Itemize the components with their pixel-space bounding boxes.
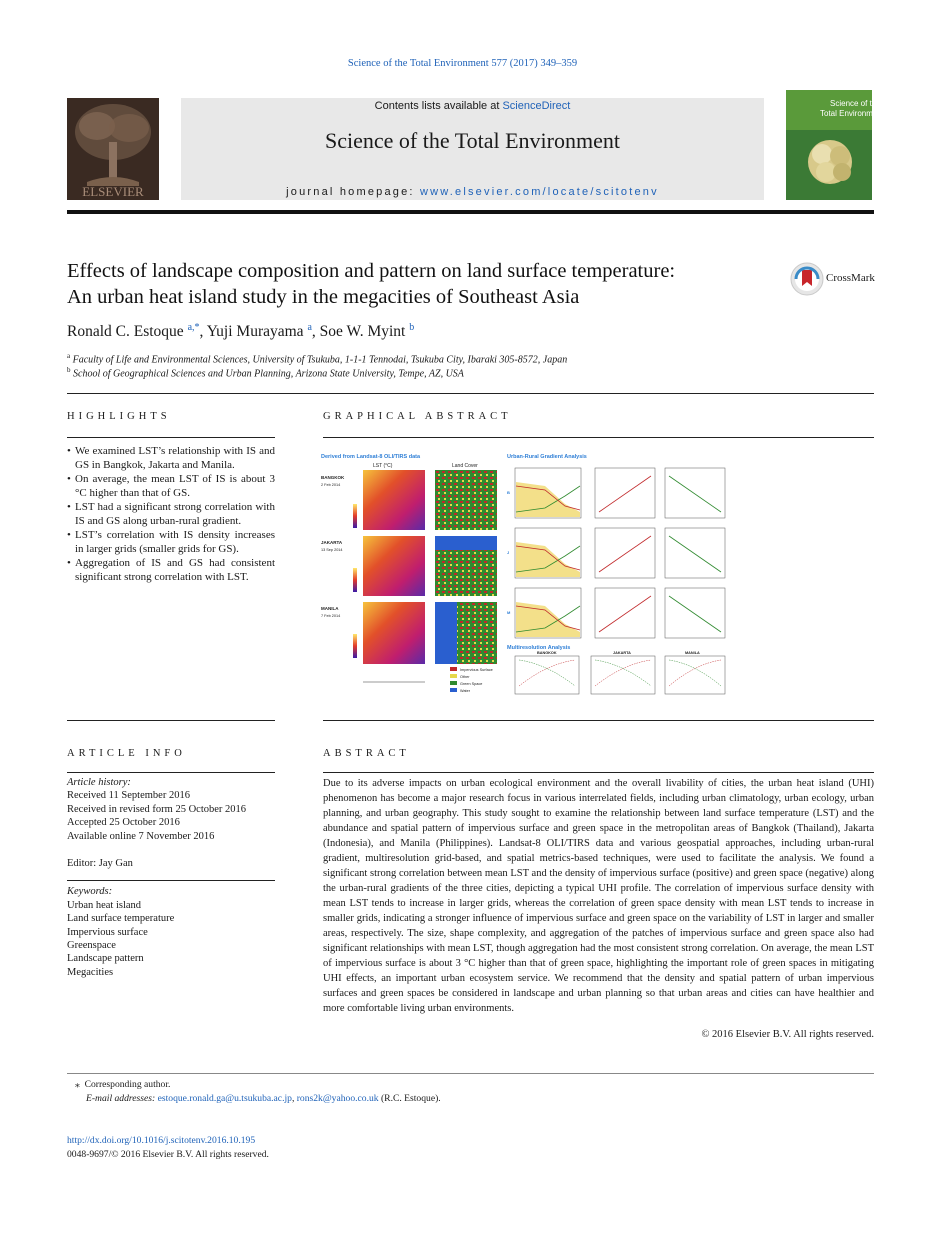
ga-right-title: Urban-Rural Gradient Analysis xyxy=(507,454,587,460)
issn-line: 0048-9697/© 2016 Elsevier B.V. All rights reserved. xyxy=(67,1149,269,1160)
footnote xyxy=(67,1078,874,1106)
ga-col-lst: LST (°C) xyxy=(373,463,393,469)
elsevier-logo-text: ELSEVIER xyxy=(82,184,144,199)
abstract-heading: ABSTRACT xyxy=(323,748,410,759)
keyword: Urban heat island xyxy=(67,899,142,911)
affiliation-a xyxy=(67,352,567,365)
ga-multires-city: JAKARTA xyxy=(613,651,631,655)
graphical-abstract-rule xyxy=(323,437,874,438)
graphical-abstract-figure xyxy=(315,446,730,702)
journal-homepage-link[interactable]: www.elsevier.com/locate/scitotenv xyxy=(419,186,659,198)
highlights-rule xyxy=(67,437,275,438)
affiliation-marker: a xyxy=(67,352,71,360)
highlights-heading: HIGHLIGHTS xyxy=(67,411,171,422)
journal-title: Science of the Total Environment xyxy=(325,128,620,153)
affiliation-text: Faculty of Life and Environmental Sciences, University of Tsukuba, 1-1-1 Tennodai, Tsukuba City, Ibaraki 305-8572, Japan xyxy=(72,354,568,366)
highlight-item: • LST’s correlation with IS density increases in larger grids (smaller grids for GS). xyxy=(67,528,275,556)
corresponding-text: Corresponding author. xyxy=(84,1079,171,1090)
history-entry: Accepted 25 October 2016 xyxy=(67,817,180,829)
highlight-item: • LST had a significant strong correlation with IS and GS along urban-rural gradient. xyxy=(67,500,275,528)
affiliation-b xyxy=(67,366,464,379)
crossmark-button[interactable] xyxy=(790,262,880,296)
highlight-item: • We examined LST’s relationship with IS and GS in Bangkok, Jakarta and Manila. xyxy=(67,444,275,472)
legend-label: Impervious Surface xyxy=(460,668,493,672)
journal-cover-thumbnail xyxy=(786,90,885,200)
legend-label: Green Space xyxy=(460,682,483,686)
ga-col-landcover: Land Cover xyxy=(452,463,478,469)
corresponding-author-note xyxy=(67,1078,874,1092)
keywords-label: Keywords: xyxy=(67,886,113,898)
graphical-abstract-heading: GRAPHICAL ABSTRACT xyxy=(323,411,512,422)
ga-multires-plots xyxy=(515,656,725,694)
article-info-block xyxy=(67,776,275,979)
article-info-rule xyxy=(67,772,275,773)
abstract-text: Due to its adverse impacts on urban ecological environment and the overall livability of cities, the urban heat island (UHI) phenomenon has become a major research focus in various interrelated fields, including urban climatology, urban ecology, urban planning, and urban geography. This study sought to examine the relationship between land surface temperature (LST) and the abundance and spatial pattern of impervious surface and green space in the metropolitan areas of Bangkok (Thailand), Jakarta (Indonesia), and Manila (Philippines). Landsat-8 OLI/TIRS data and various geospatial approaches, including urban-rural gradient, multiresolution grid-based, and spatial metrics-based techniques, were used to facilitate the analysis. We found a significant strong correlation between mean LST and the density of impervious surface (positive) and green space (negative) along the urban-rural gradients of the three cities, depicting a typical UHI profile. The correlation of impervious surface density with mean LST tends to increase in larger grids, whereas the correlation of green space density with mean LST tends to increase in smaller grids, indicating a stronger influence of impervious surface and green space on the variability of LST in larger and smaller areas, respectively. The size, shape complexity, and aggregation of the patches of impervious surface and green space also had significant relationships with mean LST, though aggregation had the most consistent strong correlation. On average, the mean LST of impervious surface is about 3 °C higher than that of green space, highlighting the important role of green spaces in mitigating UHI effects, an important urban ecosystem service. We recommend that the density and spatial pattern of urban impervious surfaces and green spaces be considered in landscape and urban planning so that urban areas and cities can have healthier and more comfortable living urban environments. xyxy=(323,778,874,1014)
ga-row-manila xyxy=(321,602,497,664)
email-label: E-mail addresses: xyxy=(86,1093,156,1104)
ga-multires-title: Multiresolution Analysis xyxy=(507,645,571,651)
ga-multires-city: MANILA xyxy=(685,651,700,655)
journal-reference-link[interactable]: Science of the Total Environment 577 (2017) 349–359 xyxy=(347,58,578,69)
ga-row-bangkok xyxy=(321,470,497,530)
elsevier-tree-icon xyxy=(67,98,159,200)
ga-city-side-labels xyxy=(507,490,511,615)
email-link[interactable]: estoque.ronald.ga@u.tsukuba.ac.jp xyxy=(157,1093,292,1104)
ga-gradient-areas xyxy=(516,482,580,637)
ga-city-date: 13 Sep 2014 xyxy=(321,548,343,552)
doi-block xyxy=(67,1134,269,1162)
highlight-item: • Aggregation of IS and GS had consistent significant strong correlation with LST. xyxy=(67,556,275,584)
abstract-copyright: © 2016 Elsevier B.V. All rights reserved. xyxy=(701,1029,874,1040)
journal-homepage-line xyxy=(181,186,764,198)
homepage-prefix: journal homepage: xyxy=(286,186,420,198)
email-separator: , xyxy=(291,1093,297,1104)
crossmark-label: CrossMark xyxy=(826,272,875,284)
editor-line: Editor: Jay Gan xyxy=(67,858,133,870)
author-name: Ronald C. Estoque xyxy=(67,323,184,341)
ga-city-name: JAKARTA xyxy=(321,540,343,545)
article-title-line-1: Effects of landscape composition and pattern on land surface temperature: xyxy=(67,260,676,282)
keyword: Land surface temperature xyxy=(67,913,175,925)
contents-prefix: Contents lists available at xyxy=(374,100,503,112)
highlights-list xyxy=(67,444,275,584)
history-entry: Received in revised form 25 October 2016 xyxy=(67,803,247,815)
header-rule xyxy=(67,210,874,214)
crossmark-icon xyxy=(790,262,824,296)
svg-text:M: M xyxy=(507,610,511,615)
article-info-heading: ARTICLE INFO xyxy=(67,748,186,759)
svg-text:B: B xyxy=(507,490,510,495)
author-affiliation-link[interactable]: a,* xyxy=(187,322,200,333)
cover-title-text: Science of the Total Environment xyxy=(820,99,885,118)
ga-scatter-fits xyxy=(599,476,721,632)
doi-link[interactable]: http://dx.doi.org/10.1016/j.scitotenv.2016.10.195 xyxy=(67,1135,256,1146)
legend-label: Water xyxy=(460,689,470,693)
author-name: Yuji Murayama xyxy=(206,323,304,341)
ga-landcover-legend xyxy=(450,667,493,693)
ga-city-name: BANGKOK xyxy=(321,475,345,480)
sciencedirect-link[interactable]: ScienceDirect xyxy=(502,100,571,112)
author-affiliation-link[interactable]: a xyxy=(307,322,312,333)
history-entry: Received 11 September 2016 xyxy=(67,790,190,802)
elsevier-logo xyxy=(67,98,159,200)
legend-label: Other xyxy=(460,675,470,679)
section-divider xyxy=(67,393,874,394)
footnote-rule xyxy=(67,1073,874,1074)
article-history-label: Article history: xyxy=(67,777,131,788)
affiliation-marker: b xyxy=(67,366,71,374)
ga-row-jakarta xyxy=(321,536,497,596)
graphical-abstract-bottom-rule xyxy=(323,720,874,721)
ga-left-title: Derived from Landsat-8 OLI/TIRS data xyxy=(321,454,421,460)
keyword: Megacities xyxy=(67,966,114,978)
article-title xyxy=(67,258,767,310)
contents-line xyxy=(181,100,764,112)
author-name: Soe W. Myint xyxy=(319,323,406,341)
highlights-bottom-rule xyxy=(67,720,275,721)
affiliation-text: School of Geographical Sciences and Urban Planning, Arizona State University, Tempe, AZ, USA xyxy=(73,368,464,380)
keyword: Greenspace xyxy=(67,940,116,952)
email-suffix: (R.C. Estoque). xyxy=(378,1093,441,1104)
author-affiliation-link[interactable]: b xyxy=(409,322,415,333)
author-list: Ronald C. Estoque $^{a,*}$, Yuji Murayama $^a$, Soe W. Myint $^b$ xyxy=(67,322,415,341)
history-entry: Available online 7 November 2016 xyxy=(67,830,215,842)
keyword: Impervious surface xyxy=(67,926,148,938)
ga-multires-city: BANGKOK xyxy=(537,651,557,655)
email-link[interactable]: rons2k@yahoo.co.uk xyxy=(296,1093,379,1104)
journal-cover-image xyxy=(786,90,885,200)
ga-city-date: 2 Feb 2014 xyxy=(321,483,341,487)
svg-text:J: J xyxy=(507,550,510,555)
keyword: Landscape pattern xyxy=(67,953,144,965)
corresponding-mark: ⁎ xyxy=(75,1079,80,1090)
email-line xyxy=(67,1092,874,1106)
abstract-rule xyxy=(323,772,874,773)
ga-city-date: 7 Feb 2014 xyxy=(321,614,341,618)
article-title-line-2: An urban heat island study in the megacities of Southeast Asia xyxy=(67,286,580,308)
ga-city-name: MANILA xyxy=(321,606,339,611)
keywords-rule xyxy=(67,880,275,881)
highlight-item: • On average, the mean LST of IS is about 3 °C higher than that of GS. xyxy=(67,472,275,500)
